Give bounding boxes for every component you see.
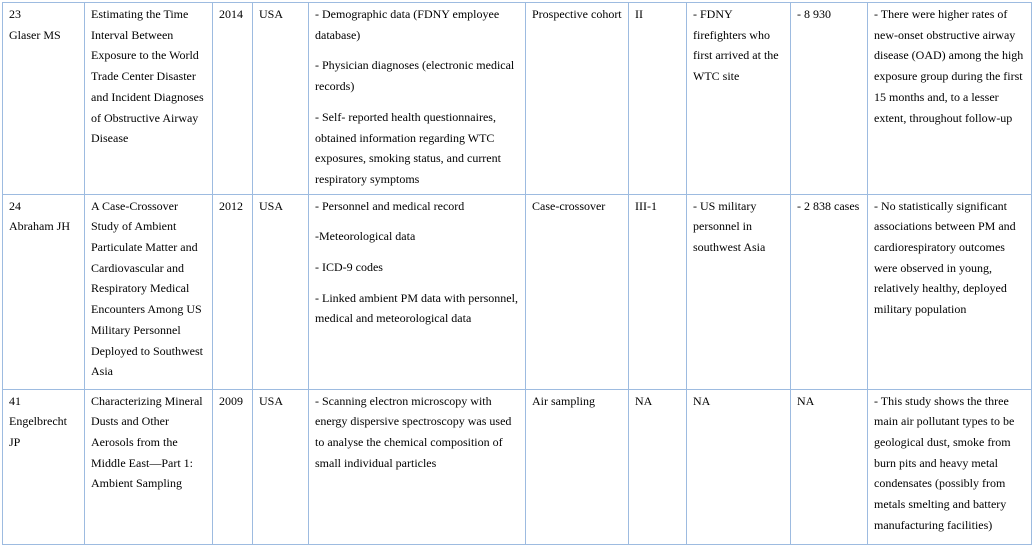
data-sources-cell (309, 389, 526, 544)
table-row (3, 194, 1032, 389)
study-population: - FDNY firefighters who first arrived at the WTC site (687, 3, 791, 195)
table-row (3, 389, 1032, 544)
evidence-level: III-1 (629, 194, 687, 389)
study-design: Prospective cohort (526, 3, 629, 195)
sample-size: - 8 930 (791, 3, 868, 195)
ref-number: 41 (9, 393, 21, 408)
data-sources-cell (309, 194, 526, 389)
study-findings: - This study shows the three main air pollutant types to be geological dust, smoke from burn pits and heavy metal condensates (possibly from metals smelting and battery manufacturing facilities) (868, 389, 1032, 544)
data-source-item: - Demographic data (FDNY employee database) (315, 7, 500, 42)
study-title: Estimating the Time Interval Between Exposure to the World Trade Center Disaster and Incident Diagnoses of Obstructive Airway Disease (85, 3, 213, 195)
data-sources-cell (309, 3, 526, 195)
study-year: 2014 (213, 3, 253, 195)
evidence-level: NA (629, 389, 687, 544)
table-row (3, 3, 1032, 195)
study-findings: - There were higher rates of new-onset obstructive airway disease (OAD) among the high exposure group during the first 15 months and, to a lesser extent, throughout follow-up (868, 3, 1032, 195)
sample-size: NA (791, 389, 868, 544)
data-source-item: - ICD-9 codes (315, 260, 383, 275)
ref-cell (3, 3, 85, 195)
study-title: Characterizing Mineral Dusts and Other Aerosols from the Middle East—Part 1: Ambient Sampling (85, 389, 213, 544)
study-findings: - No statistically significant associations between PM and cardiorespiratory outcomes were observed in young, relatively healthy, deployed military population (868, 194, 1032, 389)
study-population: NA (687, 389, 791, 544)
study-country: USA (253, 3, 309, 195)
study-title: A Case-Crossover Study of Ambient Particulate Matter and Cardiovascular and Respiratory Medical Encounters Among US Military Personnel Deployed to Southwest Asia (85, 194, 213, 389)
ref-cell (3, 389, 85, 544)
ref-number: 23 (9, 7, 21, 21)
evidence-level: II (629, 3, 687, 195)
study-year: 2009 (213, 389, 253, 544)
sample-size: - 2 838 cases (791, 194, 868, 389)
study-design: Air sampling (526, 389, 629, 544)
study-country: USA (253, 194, 309, 389)
literature-review-table (2, 2, 1032, 545)
ref-cell (3, 194, 85, 389)
data-source-item: - Physician diagnoses (electronic medical records) (315, 58, 515, 94)
study-population: - US military personnel in southwest Asia (687, 194, 791, 389)
data-source-item: - Scanning electron microscopy with energy dispersive spectroscopy was used to analyse the chemical composition of small individual particles (315, 393, 512, 470)
author-name: Glaser MS (9, 27, 61, 42)
author-name: Abraham JH (9, 219, 70, 234)
data-source-item: - Linked ambient PM data with personnel, medical and meteorological data (315, 290, 518, 326)
study-design: Case-crossover (526, 194, 629, 389)
data-source-item: - Self- reported health questionnaires, obtained information regarding WTC exposures, smoking status, and current respiratory symptoms (315, 109, 501, 186)
study-country: USA (253, 389, 309, 544)
study-year: 2012 (213, 194, 253, 389)
ref-number: 24 (9, 198, 21, 213)
data-source-item: -Meteorological data (315, 229, 416, 244)
author-name: Engelbrecht JP (9, 414, 67, 450)
data-source-item: - Personnel and medical record (315, 198, 465, 213)
